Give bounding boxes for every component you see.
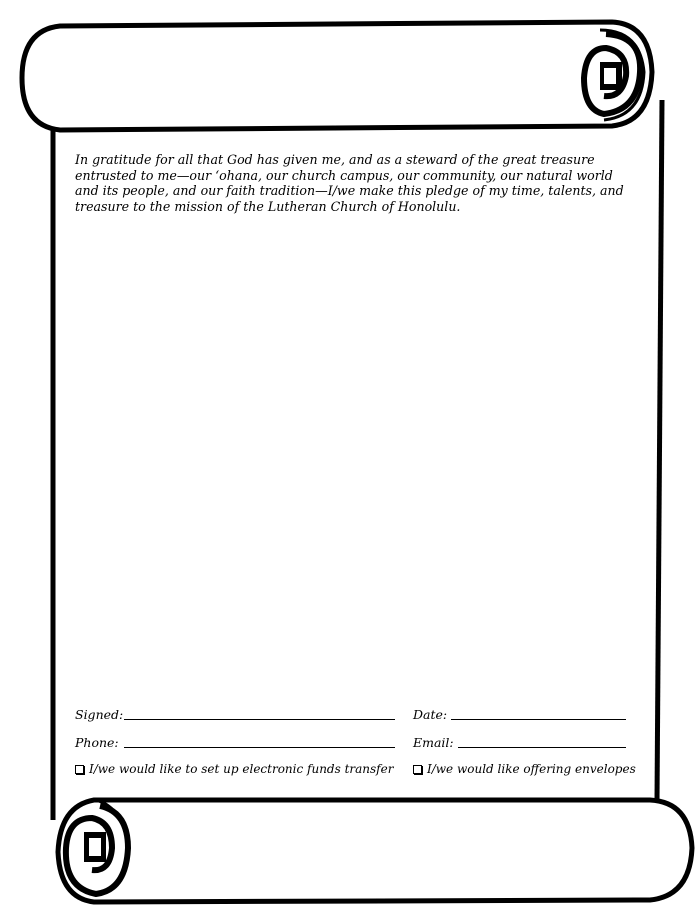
- email-field[interactable]: [458, 747, 626, 748]
- email-label: Email:: [413, 735, 454, 750]
- eft-option-label: I/we would like to set up electronic funds transfer: [89, 762, 394, 776]
- phone-label: Phone:: [75, 735, 119, 750]
- signed-field[interactable]: [124, 719, 395, 720]
- date-field[interactable]: [451, 719, 626, 720]
- eft-checkbox[interactable]: [75, 765, 84, 774]
- top-roll: [22, 22, 652, 130]
- envelopes-option[interactable]: [413, 762, 636, 776]
- bottom-roll: [58, 800, 692, 902]
- envelopes-checkbox[interactable]: [413, 765, 422, 774]
- date-label: Date:: [413, 707, 448, 722]
- pledge-statement: In gratitude for all that God has given me, and as a steward of the great treasure entrusted to me—our ‘ohana, our church campus, our community, our natural world and its people, and our faith tradition—I/we make this pledge of my time, talents, and treasure to the mission of the Lutheran Church of Honolulu.: [75, 152, 624, 214]
- signed-label: Signed:: [75, 707, 124, 722]
- parchment-body: [53, 118, 663, 808]
- eft-option[interactable]: [75, 762, 393, 776]
- phone-field[interactable]: [124, 747, 395, 748]
- envelopes-option-label: I/we would like offering envelopes: [427, 762, 636, 776]
